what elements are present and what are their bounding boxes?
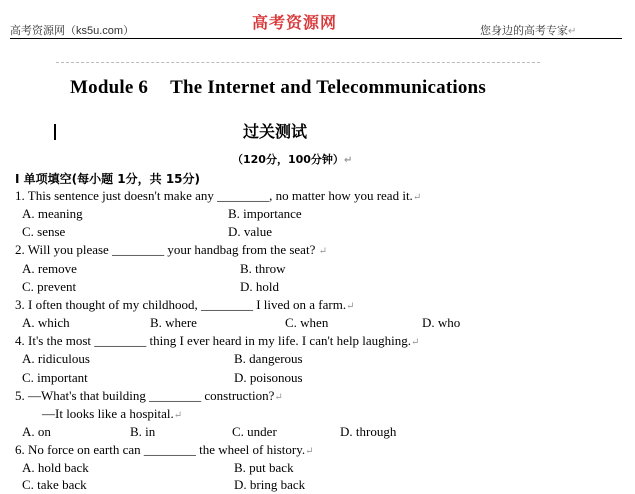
- question-1-option-a: A. meaning: [22, 206, 83, 221]
- header-left-text: 高考资源网（ks5u.com）: [10, 25, 135, 37]
- paragraph-mark: ↵: [318, 246, 327, 257]
- paragraph-mark: ↵: [274, 392, 283, 403]
- paragraph-mark: ↵: [346, 301, 355, 312]
- header-logo: 高考资源网: [252, 13, 338, 32]
- question-1-option-d: D. value: [228, 224, 273, 239]
- question-2-option-d: D. hold: [240, 279, 279, 294]
- question-4-option-d: D. poisonous: [234, 370, 303, 385]
- title-frame-top: [56, 62, 540, 63]
- paragraph-mark: ↵: [173, 410, 183, 421]
- question-2-stem: [15, 242, 327, 258]
- question-3-stem: [15, 297, 354, 313]
- question-4-option-c: C. important: [22, 370, 88, 385]
- question-2-option-a: A. remove: [22, 261, 77, 276]
- question-2-option-c: C. prevent: [22, 279, 77, 294]
- question-4-option-b: B. dangerous: [234, 351, 303, 366]
- question-3-option-b: B. where: [150, 315, 197, 330]
- paragraph-mark: ↵: [305, 446, 314, 457]
- paragraph-mark: ↵: [568, 26, 577, 37]
- question-2-option-b: B. throw: [240, 261, 286, 276]
- question-5-option-d: D. through: [340, 424, 397, 439]
- time-score-text: （120分，100分钟）: [232, 153, 344, 166]
- question-1-option-b: B. importance: [228, 206, 302, 221]
- question-3-option-c: C. when: [285, 315, 329, 330]
- question-1-text: 1. This sentence just doesn't make any ________, no matter how you read it.: [15, 188, 413, 203]
- paragraph-mark: ↵: [412, 192, 422, 203]
- question-6-option-b: B. put back: [234, 460, 294, 475]
- text-cursor: [54, 124, 56, 140]
- paragraph-mark: ↵: [343, 155, 353, 166]
- question-5-reply-text: —It looks like a hospital.: [42, 406, 174, 421]
- question-3-option-d: D. who: [422, 315, 461, 330]
- module-topic: The Internet and Telecommunications: [170, 77, 486, 98]
- question-5-text: 5. —What's that building ________ construction?: [15, 388, 275, 403]
- question-3-option-a: A. which: [22, 315, 70, 330]
- paragraph-mark: ↵: [411, 337, 420, 348]
- header-rule: [10, 38, 622, 39]
- module-number: Module 6: [70, 77, 149, 98]
- section-heading: Ⅰ 单项填空(每小题 1分，共 15分): [15, 172, 201, 186]
- question-6-option-c: C. take back: [22, 477, 87, 492]
- question-3-text: 3. I often thought of my childhood, ________ I lived on a farm.: [15, 297, 347, 312]
- question-6-stem: [15, 442, 314, 458]
- question-5-option-b: B. in: [130, 424, 156, 439]
- test-subtitle: 过关测试: [243, 122, 308, 141]
- question-6-option-a: A. hold back: [22, 460, 89, 475]
- question-4-stem: [15, 333, 419, 349]
- question-5-stem: [15, 388, 283, 404]
- header-right-text: [480, 22, 576, 38]
- module-title: [70, 77, 486, 99]
- time-score-info: [232, 151, 352, 167]
- question-5-option-a: A. on: [22, 424, 51, 439]
- question-2-text: 2. Will you please ________ your handbag from the seat?: [15, 242, 316, 257]
- question-1-stem: [15, 188, 421, 204]
- question-5-reply: [42, 406, 182, 422]
- question-1-option-c: C. sense: [22, 224, 66, 239]
- question-6-text: 6. No force on earth can ________ the wheel of history.: [15, 442, 306, 457]
- question-6-option-d: D. bring back: [234, 477, 306, 492]
- question-4-text: 4. It's the most ________ thing I ever heard in my life. I can't help laughing.: [15, 333, 412, 348]
- header-right-label: 您身边的高考专家: [480, 25, 568, 37]
- question-5-option-c: C. under: [232, 424, 277, 439]
- question-4-option-a: A. ridiculous: [22, 351, 90, 366]
